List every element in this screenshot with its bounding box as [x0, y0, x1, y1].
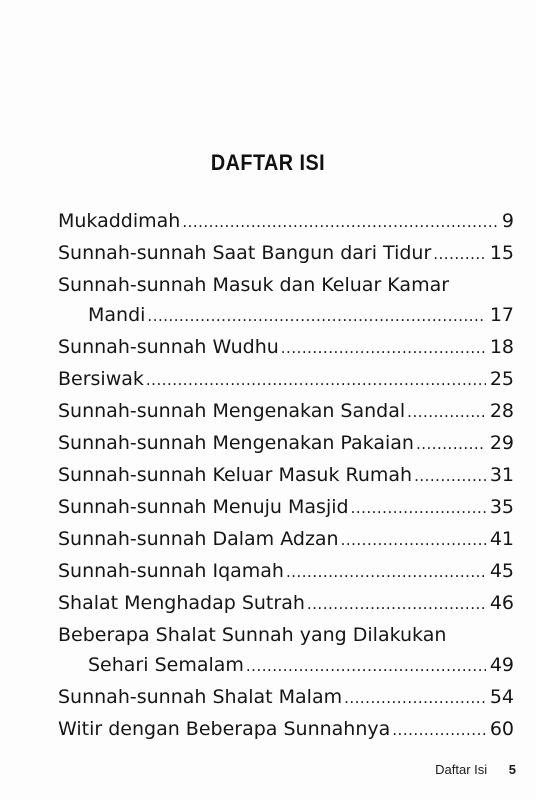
footer-label: Daftar Isi	[435, 762, 488, 777]
toc-page-number: 25	[489, 368, 514, 390]
toc-entry[interactable]	[58, 556, 514, 588]
dot-leader	[433, 239, 486, 269]
toc-entry-title: Sunnah-sunnah Mengenakan Pakaian	[58, 432, 414, 454]
toc-entry-title: Witir dengan Beberapa Sunnahnya	[58, 718, 391, 740]
toc-entry[interactable]	[58, 364, 514, 396]
toc-entry-title: Sunnah-sunnah Saat Bangun dari Tidur	[58, 242, 432, 264]
toc-entry-title: Mukaddimah	[58, 210, 181, 232]
toc-page-number: 54	[489, 686, 514, 708]
table-of-contents	[58, 206, 514, 746]
dot-leader	[414, 461, 486, 491]
toc-entry[interactable]	[58, 492, 514, 524]
toc-entry-title: Shalat Menghadap Sutrah	[58, 592, 305, 614]
toc-page-number: 35	[489, 496, 514, 518]
toc-page-number: 29	[489, 432, 514, 454]
dot-leader	[307, 589, 486, 619]
page-title: DAFTAR ISI	[210, 150, 326, 175]
dot-leader	[286, 557, 486, 587]
dot-leader	[392, 715, 486, 745]
toc-entry-heading[interactable]	[58, 270, 514, 300]
page-footer	[435, 762, 516, 777]
toc-entry-title: Sunnah-sunnah Masuk dan Keluar Kamar	[58, 274, 450, 296]
toc-page-number: 45	[489, 560, 514, 582]
toc-entry[interactable]	[58, 332, 514, 364]
toc-entry-title: Sunnah-sunnah Mengenakan Sandal	[58, 400, 406, 422]
toc-entry[interactable]	[58, 206, 514, 238]
toc-page-number: 31	[489, 464, 514, 486]
toc-page-number: 18	[489, 336, 514, 358]
toc-entry[interactable]	[58, 460, 514, 492]
toc-entry[interactable]	[58, 428, 514, 460]
toc-entry-title-continued: Sehari Semalam	[88, 654, 244, 676]
toc-entry-title: Sunnah-sunnah Wudhu	[58, 336, 279, 358]
toc-page-number: 9	[501, 210, 514, 232]
toc-entry-title: Sunnah-sunnah Shalat Malam	[58, 686, 343, 708]
toc-entry-title: Sunnah-sunnah Dalam Adzan	[58, 528, 339, 550]
dot-leader	[281, 333, 486, 363]
toc-entry-heading[interactable]	[58, 620, 514, 650]
toc-page-number: 60	[489, 718, 514, 740]
toc-entry[interactable]	[58, 300, 514, 332]
dot-leader	[341, 525, 486, 555]
toc-page-number: 28	[489, 400, 514, 422]
toc-entry-title: Sunnah-sunnah Iqamah	[58, 560, 284, 582]
toc-entry-title: Bersiwak	[58, 368, 144, 390]
dot-leader	[147, 301, 485, 331]
toc-page-number: 17	[489, 304, 514, 326]
toc-entry[interactable]	[58, 588, 514, 620]
toc-entry-title: Sunnah-sunnah Keluar Masuk Rumah	[58, 464, 413, 486]
toc-entry[interactable]	[58, 650, 514, 682]
toc-entry[interactable]	[58, 396, 514, 428]
toc-page-number: 15	[489, 242, 514, 264]
toc-entry[interactable]	[58, 524, 514, 556]
toc-entry[interactable]	[58, 714, 514, 746]
toc-entry[interactable]	[58, 682, 514, 714]
toc-entry-title-continued: Mandi	[88, 304, 146, 326]
footer-page-number: 5	[508, 762, 516, 777]
toc-entry[interactable]	[58, 238, 514, 270]
dot-leader	[416, 429, 486, 459]
dot-leader	[146, 365, 486, 395]
dot-leader	[182, 207, 498, 237]
toc-entry-title: Sunnah-sunnah Menuju Masjid	[58, 496, 349, 518]
dot-leader	[246, 651, 486, 681]
dot-leader	[407, 397, 486, 427]
toc-page-number: 46	[489, 592, 514, 614]
toc-page-number: 49	[489, 654, 514, 676]
toc-page-number: 41	[489, 528, 514, 550]
toc-entry-title: Beberapa Shalat Sunnah yang Dilakukan	[58, 624, 447, 646]
dot-leader	[351, 493, 486, 523]
dot-leader	[344, 683, 486, 713]
